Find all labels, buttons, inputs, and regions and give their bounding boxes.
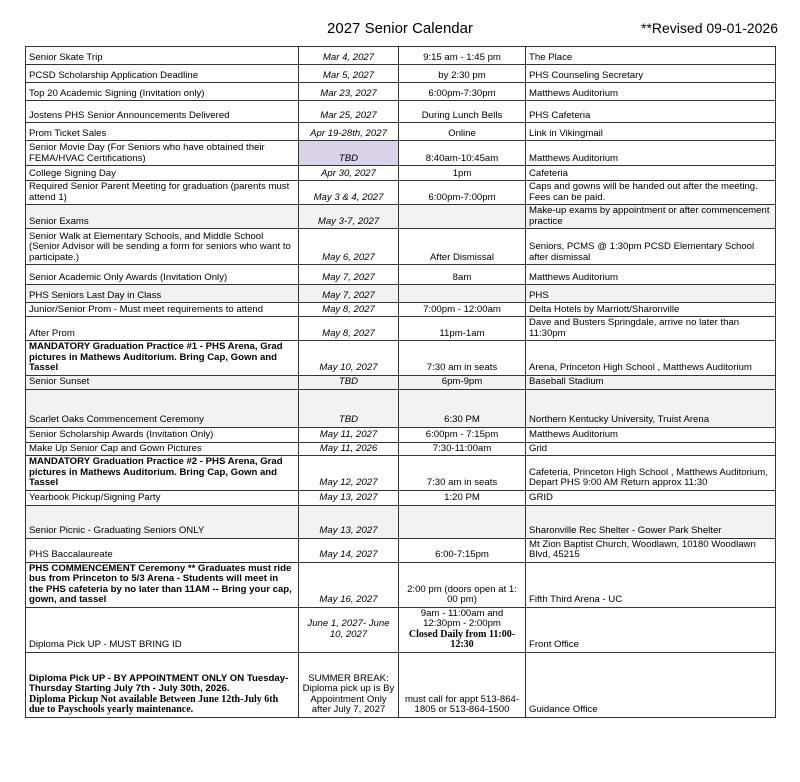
table-row [26, 538, 776, 562]
date-cell: May 14, 2027 [299, 538, 399, 562]
date-cell: TBD [299, 141, 399, 166]
date-cell: May 8, 2027 [299, 317, 399, 341]
event-cell: MANDATORY Graduation Practice #2 - PHS Arena, Grad pictures in Mathews Auditorium. Bring Cap, Gown and Tassel [26, 456, 299, 491]
event-cell: Prom Ticket Sales [26, 123, 299, 141]
event-cell: Senior Scholarship Awards (Invitation Only) [26, 427, 299, 442]
date-cell: May 11, 2026 [299, 442, 399, 456]
date-cell: May 3 & 4, 2027 [299, 181, 399, 205]
time-cell: 6:00pm-7:00pm [399, 181, 526, 205]
time-cell [399, 285, 526, 303]
table-row [26, 652, 776, 717]
location-cell: Cafeteria, Princeton High School , Matthews Auditorium, Depart PHS 9:00 AM Return approx 11:30 [526, 456, 776, 491]
event-cell: MANDATORY Graduation Practice #1 - PHS Arena, Grad pictures in Mathews Auditorium. Bring Cap, Gown and Tassel [26, 341, 299, 376]
table-row [26, 317, 776, 341]
time-cell: 7:30 am in seats [399, 456, 526, 491]
location-cell: PHS Counseling Secretary [526, 65, 776, 83]
time-cell: 6pm-9pm [399, 375, 526, 389]
time-cell: Online [399, 123, 526, 141]
event-cell: College Signing Day [26, 166, 299, 181]
time-cell [399, 607, 526, 652]
location-cell: Guidance Office [526, 652, 776, 717]
table-row [26, 607, 776, 652]
page-title: 2027 Senior Calendar [327, 20, 473, 37]
date-cell: Apr 19-28th, 2027 [299, 123, 399, 141]
location-cell: Seniors, PCMS @ 1:30pm PCSD Elementary School after dismissal [526, 229, 776, 265]
time-cell: 7:30-11:00am [399, 442, 526, 456]
time-cell: 8:40am-10:45am [399, 141, 526, 166]
closed-note: Closed Daily from 11:00-12:30 [408, 628, 516, 650]
time-cell: 7:00pm - 12:00am [399, 303, 526, 317]
date-cell: May 7, 2027 [299, 285, 399, 303]
table-row [26, 166, 776, 181]
time-cell: After Dismissal [399, 229, 526, 265]
date-cell: Mar 4, 2027 [299, 47, 399, 65]
time-cell: 9:15 am - 1:45 pm [399, 47, 526, 65]
table-row [26, 181, 776, 205]
event-cell: Top 20 Academic Signing (Invitation only) [26, 83, 299, 101]
time-cell [399, 505, 526, 538]
location-cell: PHS [526, 285, 776, 303]
date-cell: May 7, 2027 [299, 265, 399, 285]
location-cell: The Place [526, 47, 776, 65]
table-row [26, 456, 776, 491]
date-cell: May 10, 2027 [299, 341, 399, 376]
location-cell: Matthews Auditorium [526, 265, 776, 285]
table-row [26, 442, 776, 456]
date-cell: May 13, 2027 [299, 505, 399, 538]
revised-date: **Revised 09-01-2026 [641, 20, 778, 36]
date-cell: Mar 23, 2027 [299, 83, 399, 101]
time-cell: 2:00 pm (doors open at 1: 00 pm) [399, 562, 526, 607]
date-cell: May 12, 2027 [299, 456, 399, 491]
event-cell: PHS Baccalaureate [26, 538, 299, 562]
date-cell: SUMMER BREAK: Diploma pick up is By Appointment Only after July 7, 2027 [299, 652, 399, 717]
location-cell: Mt Zion Baptist Church, Woodlawn, 10180 Woodlawn Blvd, 45215 [526, 538, 776, 562]
table-row [26, 505, 776, 538]
time-cell: 1pm [399, 166, 526, 181]
location-cell: Northern Kentucky University, Truist Arena [526, 389, 776, 427]
location-cell: Matthews Auditorium [526, 427, 776, 442]
time-cell: by 2:30 pm [399, 65, 526, 83]
location-cell: Make-up exams by appointment or after commencement practice [526, 205, 776, 229]
table-row [26, 562, 776, 607]
table-row [26, 341, 776, 376]
appointment-pickup-text: Diploma Pick UP - BY APPOINTMENT ONLY ON Tuesday-Thursday Starting July 7th - July 30th, 2026. [29, 672, 289, 694]
event-cell: Senior Exams [26, 205, 299, 229]
table-row [26, 101, 776, 123]
table-row [26, 229, 776, 265]
location-cell: Baseball Stadium [526, 375, 776, 389]
date-cell: May 6, 2027 [299, 229, 399, 265]
table-row [26, 123, 776, 141]
time-cell: 7:30 am in seats [399, 341, 526, 376]
senior-calendar-table [25, 46, 776, 718]
date-cell [299, 607, 399, 652]
event-cell: Junior/Senior Prom - Must meet requirements to attend [26, 303, 299, 317]
date-cell: Apr 30, 2027 [299, 166, 399, 181]
date-cell: May 3-7, 2027 [299, 205, 399, 229]
event-cell: PCSD Scholarship Application Deadline [26, 65, 299, 83]
time-cell: 6:00pm-7:30pm [399, 83, 526, 101]
time-cell: 6:00-7:15pm [399, 538, 526, 562]
event-cell: PHS Seniors Last Day in Class [26, 285, 299, 303]
pickup-hours: 9am - 11:00am and 12:30pm - 2:00pm [420, 607, 504, 629]
date-cell: TBD [299, 375, 399, 389]
date-cell: Mar 5, 2027 [299, 65, 399, 83]
event-cell [26, 652, 299, 717]
location-cell: Delta Hotels by Marriott/Sharonville [526, 303, 776, 317]
table-row [26, 375, 776, 389]
location-cell: Grid [526, 442, 776, 456]
date-cell: May 11, 2027 [299, 427, 399, 442]
location-cell: Front Office [526, 607, 776, 652]
location-cell: Link in Vikingmail [526, 123, 776, 141]
date-cell: May 8, 2027 [299, 303, 399, 317]
time-cell: 6:30 PM [399, 389, 526, 427]
event-cell: Yearbook Pickup/Signing Party [26, 490, 299, 505]
event-cell: After Prom [26, 317, 299, 341]
time-cell: 11pm-1am [399, 317, 526, 341]
time-cell: 1:20 PM [399, 490, 526, 505]
location-cell: Matthews Auditorium [526, 141, 776, 166]
time-cell: During Lunch Bells [399, 101, 526, 123]
table-row [26, 285, 776, 303]
date-cell: TBD [299, 389, 399, 427]
location-cell: Matthews Auditorium [526, 83, 776, 101]
date-cell: Mar 25, 2027 [299, 101, 399, 123]
event-cell: Senior Sunset [26, 375, 299, 389]
table-row [26, 490, 776, 505]
date-cell: May 13, 2027 [299, 490, 399, 505]
event-cell: Senior Skate Trip [26, 47, 299, 65]
table-row [26, 303, 776, 317]
event-cell: Diploma Pick UP - MUST BRING ID [26, 607, 299, 652]
location-cell: Fifth Third Arena - UC [526, 562, 776, 607]
event-cell: Make Up Senior Cap and Gown Pictures [26, 442, 299, 456]
location-cell: Cafeteria [526, 166, 776, 181]
event-cell: Required Senior Parent Meeting for graduation (parents must attend 1) [26, 181, 299, 205]
date-range: June 1, 2027- June 10, 2027 [307, 618, 390, 640]
location-cell: Caps and gowns will be handed out after the meeting. Fees can be paid. [526, 181, 776, 205]
location-cell: Dave and Busters Springdale, arrive no later than 11:30pm [526, 317, 776, 341]
table-row [26, 205, 776, 229]
time-cell: 8am [399, 265, 526, 285]
event-cell: Senior Movie Day (For Seniors who have obtained their FEMA/HVAC Certifications) [26, 141, 299, 166]
location-cell: PHS Cafeteria [526, 101, 776, 123]
event-cell: Senior Picnic - Graduating Seniors ONLY [26, 505, 299, 538]
time-cell [399, 205, 526, 229]
table-row [26, 265, 776, 285]
table-row [26, 65, 776, 83]
event-cell: Scarlet Oaks Commencement Ceremony [26, 389, 299, 427]
event-cell: Senior Academic Only Awards (Invitation Only) [26, 265, 299, 285]
table-row [26, 141, 776, 166]
table-row [26, 83, 776, 101]
pickup-unavailable-note: Diploma Pickup Not available Between June 12th-July 6th due to Payschools yearly maintenance. [29, 693, 279, 715]
date-cell: May 16, 2027 [299, 562, 399, 607]
location-cell: GRID [526, 490, 776, 505]
event-cell: Senior Walk at Elementary Schools, and Middle School (Senior Advisor will be sending a form for seniors who want to participate.) [26, 229, 299, 265]
location-cell: Sharonville Rec Shelter - Gower Park Shelter [526, 505, 776, 538]
table-row [26, 427, 776, 442]
time-cell: must call for appt 513-864-1805 or 513-864-1500 [399, 652, 526, 717]
time-cell: 6:00pm - 7:15pm [399, 427, 526, 442]
table-row [26, 389, 776, 427]
table-row [26, 47, 776, 65]
location-cell: Arena, Princeton High School , Matthews Auditorium [526, 341, 776, 376]
event-cell: Jostens PHS Senior Announcements Delivered [26, 101, 299, 123]
event-cell: PHS COMMENCEMENT Ceremony ** Graduates must ride bus from Princeton to 5/3 Arena - Students will meet in the PHS cafeteria by no later than 11AM -- Bring your cap, gown, and tassel [26, 562, 299, 607]
